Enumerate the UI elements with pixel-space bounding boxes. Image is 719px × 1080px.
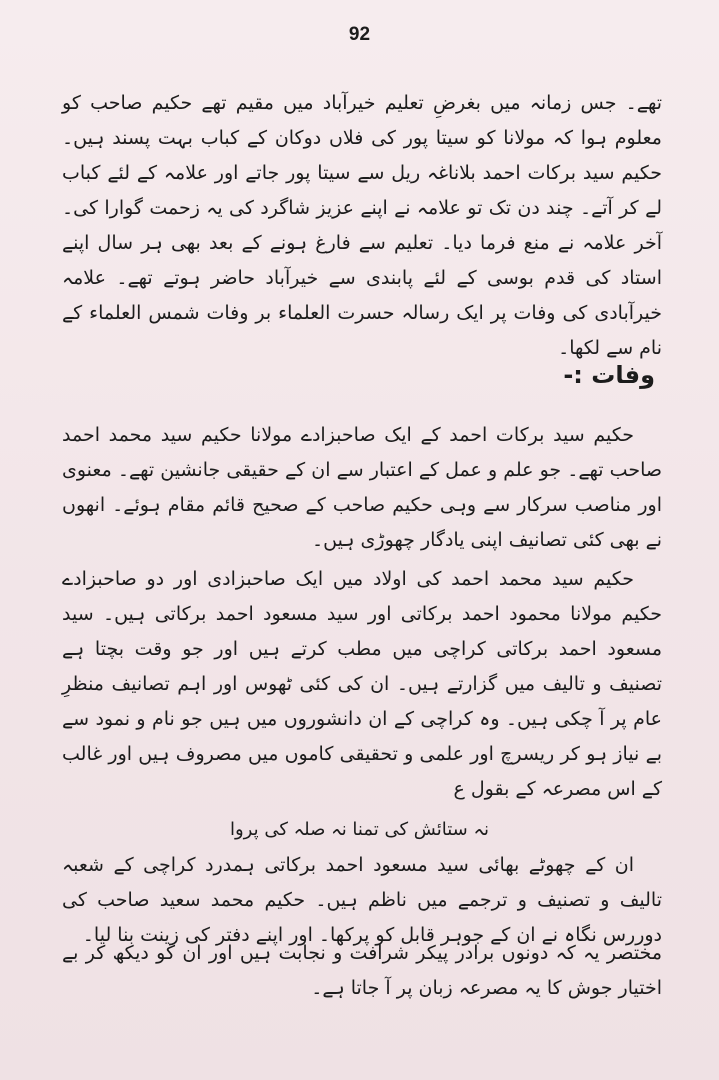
paragraph-children	[62, 562, 662, 807]
page-number: 92	[348, 24, 371, 45]
paragraph-text: حکیم سید محمد احمد کی اولاد میں ایک صاحبزادی اور دو صاحبزادے حکیم مولانا محمود احمد برکاتی اور سید مسعود احمد برکاتی ہیں۔ سید مسعود احمد برکاتی کراچی میں مطب کرتے ہیں اور جو وقت بچتا ہے تصنیف و تالیف میں گزارتے ہیں۔ ان کی کئی ٹھوس اور اہم تصانیف منظرِ عام پر آ چکی ہیں۔ وہ کراچی کے ان دانشوروں میں ہیں جو نام و نمود سے بے نیاز ہو کر ریسرچ اور علمی و تحقیقی کاموں میں مصروف ہیں اور غالب کے اس مصرعہ کے بقول ع	[62, 568, 662, 800]
paragraph-successor	[62, 418, 662, 558]
paragraph-kabab-anecdote	[62, 86, 662, 366]
quoted-verse: نہ ستائش کی تمنا نہ صلہ کی پروا	[229, 819, 490, 840]
paragraph-text: تھے۔ جس زمانہ میں بغرضِ تعلیم خیرآباد میں مقیم تھے حکیم صاحب کو معلوم ہوا کہ مولانا کو سیتا پور کی فلاں دوکان کے کباب بہت پسند ہیں۔ حکیم سید برکات احمد بلاناغہ ریل سے سیتا پور جاتے اور علامہ کے لئے کباب لے کر آتے۔ چند دن تک تو علامہ نے اپنے عزیز شاگرد کی یہ زحمت گوارا کی۔ آخر علامہ نے منع فرما دیا۔ تعلیم سے فارغ ہونے کے بعد بھی ہر سال اپنے استاد کی قدم بوسی کے لئے پابندی سے خیرآباد حاضر ہوتے تھے۔ علامہ خیرآبادی کی وفات پر ایک رسالہ حسرت العلماء بر وفات شمس العلماء کے نام سے لکھا۔	[62, 92, 662, 359]
paragraph-text: حکیم سید برکات احمد کے ایک صاحبزادے مولانا حکیم سید محمد احمد صاحب تھے۔ جو علم و عمل کے اعتبار سے ان کے حقیقی جانشین تھے۔ معنوی اور مناصب سرکار سے وہی حکیم صاحب کے صحیح قائم مقام ہوئے۔ انھوں نے بھی کئی تصانیف اپنی یادگار چھوڑی ہیں۔	[62, 424, 662, 551]
paragraph-text: ان کے چھوٹے بھائی سید مسعود احمد برکاتی ہمدرد کراچی کے شعبہ تالیف و تصنیف و ترجمے میں ناظم ہیں۔ حکیم محمد سعید صاحب کی دوررس نگاہ نے ان کے جوہر قابل کو پرکھا۔ اور اپنے دفتر کی زینت بنا لیا۔	[62, 854, 662, 946]
section-heading-wafat: وفات :-	[563, 361, 655, 389]
paragraph-conclusion	[62, 936, 662, 1006]
paragraph-text: مختصر یہ کہ دونوں برادر پیکر شرافت و نجابت ہیں اور ان کو دیکھ کر بے اختیار جوش کا یہ مصرعہ زبان پر آ جاتا ہے۔	[62, 942, 662, 999]
